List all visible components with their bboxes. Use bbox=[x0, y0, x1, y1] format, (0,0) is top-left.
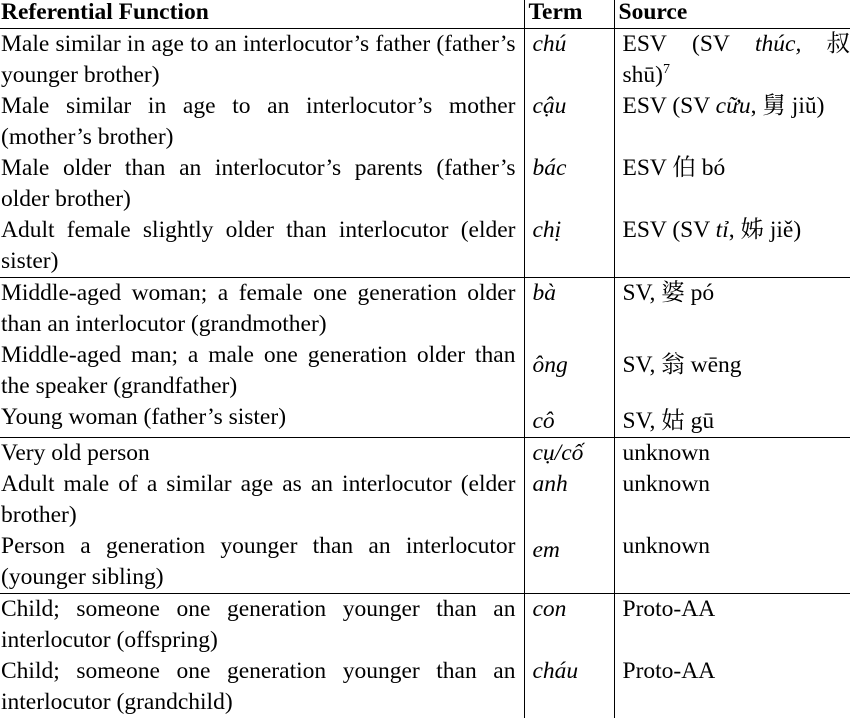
source-part: , 舅 jiŭ) bbox=[751, 93, 825, 119]
source-cell bbox=[614, 153, 850, 215]
source-part: tỉ bbox=[716, 217, 729, 243]
source-cell bbox=[614, 438, 850, 470]
table-row bbox=[0, 594, 850, 657]
source-part: ESV 伯 bó bbox=[623, 155, 726, 181]
term-cell bbox=[524, 340, 614, 402]
source-part: Proto-AA bbox=[623, 658, 716, 684]
source-cell bbox=[614, 278, 850, 341]
function-cell: Male similar in age to an interlocutor’s father (father’s younger brother) bbox=[0, 29, 524, 92]
function-cell: Very old person bbox=[0, 438, 524, 470]
term-cell: con bbox=[524, 594, 614, 657]
source-cell bbox=[614, 29, 850, 92]
term-text: ông bbox=[533, 340, 614, 381]
source-part: SV, 婆 pó bbox=[623, 280, 715, 306]
term-cell: chị bbox=[524, 215, 614, 278]
source-part: SV, 翁 wēng bbox=[623, 340, 850, 381]
header-referential-function: Referential Function bbox=[0, 0, 524, 29]
source-part: ESV bbox=[623, 29, 667, 60]
term-cell: bà bbox=[524, 278, 614, 341]
source-part: Proto-AA bbox=[623, 596, 716, 622]
source-part: cữu bbox=[716, 93, 751, 119]
source-part: unknown bbox=[623, 471, 710, 497]
header-row bbox=[0, 0, 850, 29]
footnote-mark: 7 bbox=[663, 62, 670, 77]
term-cell: chú bbox=[524, 29, 614, 92]
source-part: SV, 姑 gū bbox=[623, 402, 850, 437]
source-part: , 姊 jiě) bbox=[729, 217, 801, 243]
function-cell: Child; someone one generation younger than an interlocutor (offspring) bbox=[0, 594, 524, 657]
table-row bbox=[0, 469, 850, 531]
source-cell bbox=[614, 531, 850, 594]
table-row bbox=[0, 340, 850, 402]
function-cell: Child; someone one generation younger than an interlocutor (grandchild) bbox=[0, 656, 524, 718]
term-text: em bbox=[533, 531, 614, 566]
function-cell: Adult male of a similar age as an interlocutor (elder brother) bbox=[0, 469, 524, 531]
table-row bbox=[0, 438, 850, 470]
header-term: Term bbox=[524, 0, 614, 29]
table-row bbox=[0, 153, 850, 215]
function-cell: Young woman (father’s sister) bbox=[0, 402, 524, 438]
term-cell: cụ/cố bbox=[524, 438, 614, 470]
source-part: thúc, bbox=[755, 29, 801, 60]
source-cell bbox=[614, 91, 850, 153]
table-row bbox=[0, 402, 850, 438]
function-cell: Middle-aged woman; a female one generation older than an interlocutor (grandmother) bbox=[0, 278, 524, 341]
term-cell bbox=[524, 531, 614, 594]
term-cell: cậu bbox=[524, 91, 614, 153]
source-part: (SV bbox=[692, 29, 730, 60]
source-part: shū) bbox=[623, 62, 663, 88]
header-source: Source bbox=[614, 0, 850, 29]
function-cell: Adult female slightly older than interlocutor (elder sister) bbox=[0, 215, 524, 278]
term-cell: bác bbox=[524, 153, 614, 215]
function-cell: Male similar in age to an interlocutor’s mother (mother’s brother) bbox=[0, 91, 524, 153]
source-cell bbox=[614, 469, 850, 531]
table-row bbox=[0, 656, 850, 718]
source-cell bbox=[614, 215, 850, 278]
table-row bbox=[0, 278, 850, 341]
source-cell bbox=[614, 594, 850, 657]
term-text: cô bbox=[533, 402, 614, 437]
term-cell: cháu bbox=[524, 656, 614, 718]
source-cell bbox=[614, 402, 850, 438]
function-cell: Person a generation younger than an interlocutor (younger sibling) bbox=[0, 531, 524, 594]
source-part: unknown bbox=[623, 440, 710, 466]
source-part: 叔 bbox=[827, 29, 850, 60]
term-cell bbox=[524, 402, 614, 438]
table-row bbox=[0, 215, 850, 278]
source-part: unknown bbox=[623, 531, 850, 562]
function-cell: Male older than an interlocutor’s parents (father’s older brother) bbox=[0, 153, 524, 215]
source-cell bbox=[614, 656, 850, 718]
table-row bbox=[0, 29, 850, 92]
source-part: ESV (SV bbox=[623, 217, 716, 243]
source-cell bbox=[614, 340, 850, 402]
table-row bbox=[0, 91, 850, 153]
table-row bbox=[0, 531, 850, 594]
function-cell: Middle-aged man; a male one generation older than the speaker (grandfather) bbox=[0, 340, 524, 402]
term-cell: anh bbox=[524, 469, 614, 531]
source-part: ESV (SV bbox=[623, 93, 716, 119]
